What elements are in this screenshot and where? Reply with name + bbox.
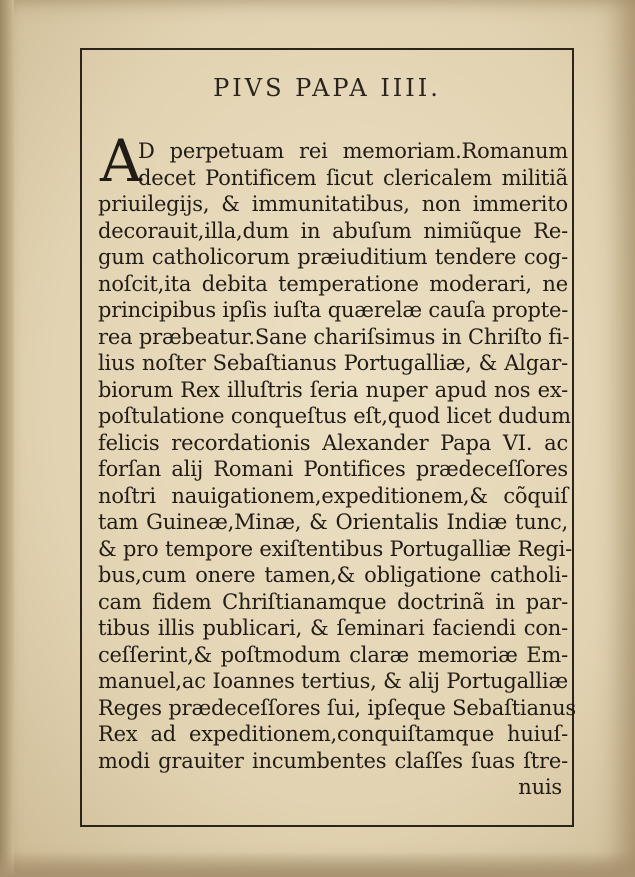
page-gutter-shadow: [0, 0, 14, 877]
text-line: bus,cum onere tamen,& obligatione catholi-: [98, 563, 568, 587]
drop-cap-initial: A: [100, 127, 142, 195]
text-line: Reges prædeceſſores ſui, ipſeque Sebaſtianus: [98, 695, 576, 720]
text-line: decorauit,illa,dum in abuſum nimiũque Re-: [98, 218, 568, 243]
text-line: noſtri nauigationem,expeditionem,& cõquiſ: [98, 483, 568, 508]
text-line: cam fidem Chriſtianamque doctrinã in par-: [98, 589, 568, 614]
text-line: manuel,ac Ioannes tertius, & alij Portugalliæ: [98, 669, 568, 693]
text-line: tibus illis publicari, & ſeminari faciendi con-: [98, 616, 568, 640]
catchword: nuis: [518, 775, 562, 799]
text-line: felicis recordationis Alexander Papa VI. ac: [98, 430, 568, 455]
text-line: ceſſerint,& poſtmodum claræ memoriæ Em-: [98, 642, 568, 667]
text-line: decet Pontificem ſicut clericalem militiã: [138, 165, 568, 190]
body-text-block: [98, 138, 576, 801]
text-line: tam Guineæ,Minæ, & Orientalis Indiæ tunc,: [98, 510, 568, 534]
text-line: rea præbeatur.Sane chariſsimus in Chriſto fi-: [98, 324, 570, 349]
text-line: forſan alij Romani Pontifices prædeceſſores: [98, 457, 568, 481]
text-line: modi grauiter incumbentes claſſes ſuas ſtre-: [98, 748, 568, 773]
text-line: gum catholicorum præiuditium tendere cog-: [98, 245, 568, 269]
text-line: lius noſter Sebaſtianus Portugalliæ, & Algar-: [98, 351, 568, 375]
text-line: biorum Rex illuſtris ſeria nuper apud nos ex-: [98, 377, 568, 402]
text-line: D perpetuam rei memoriam.Romanum: [138, 139, 568, 163]
text-line: poſtulatione conqueſtus eſt,quod licet dudum: [98, 404, 571, 428]
text-line: Rex ad expeditionem,conquiſtamque huiuſ-: [98, 722, 568, 746]
text-line: noſcit,ita debita temperatione moderari, ne: [98, 271, 568, 296]
page-bottom-shadow: [0, 852, 635, 877]
text-line: & pro tempore exiſtentibus Portugalliæ Regi-: [98, 536, 573, 561]
running-head: PIVS PAPA IIII.: [213, 74, 441, 102]
text-line: principibus ipſis iuſta quærelæ cauſa propte-: [98, 298, 569, 322]
text-line: priuilegijs, & immunitatibus, non immerito: [98, 192, 568, 216]
